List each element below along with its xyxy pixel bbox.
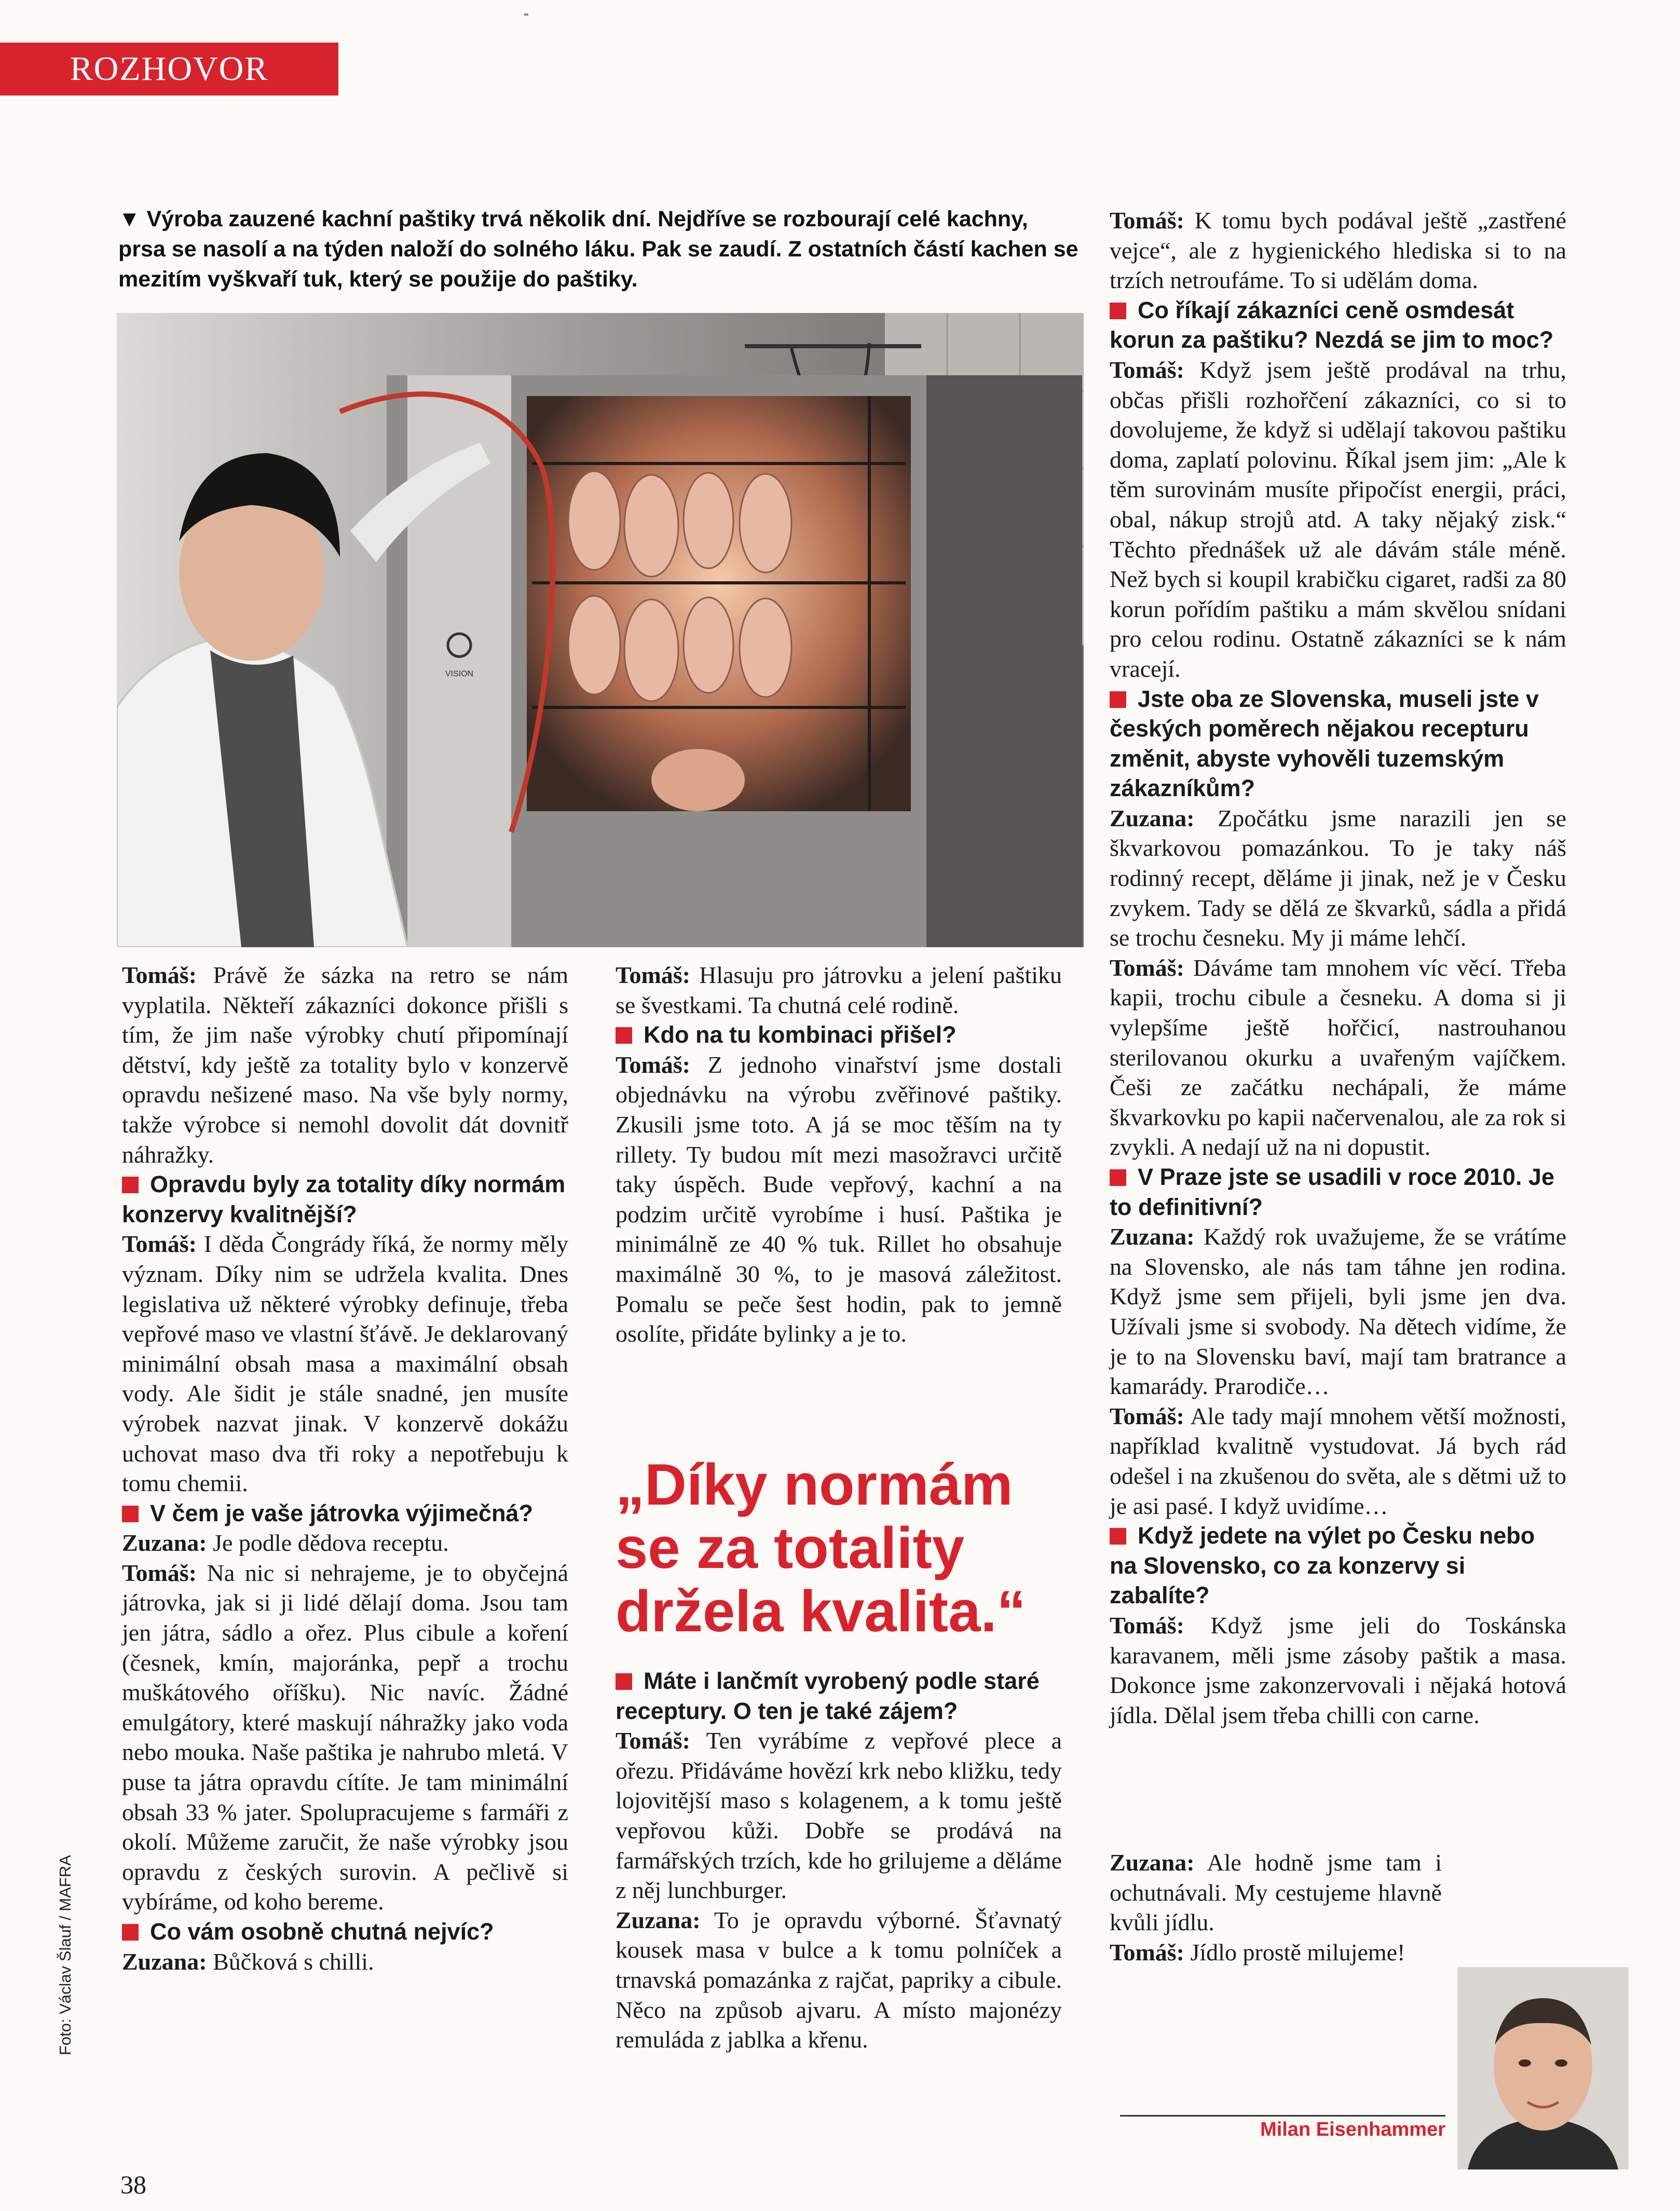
question-marker (1110, 1528, 1126, 1545)
question: V čem je vaše játrovka výjimečná? (122, 1498, 568, 1528)
answer-text: K tomu bych podával ještě „zastřené vejce“, ale z hygienického hlediska si to na trzích netroufáme. To si udělám doma. (1110, 207, 1566, 294)
page-number: 38 (120, 2170, 146, 2199)
answer-text: Zpočátku jsme narazili jen se škvarkovou pomazánkou. To je taky náš rodinný recept, děláme ji jinak, než je v Česku zvykem. Tady se dělá ze škvarků, sádla a přidá se trochu česneku. My ji máme lehčí. (1110, 804, 1566, 951)
question: Jste oba ze Slovenska, museli jste v českých poměrech nějakou recepturu změnit, abyste vyhověli tuzemským zákazníkům? (1110, 685, 1539, 802)
column-3 (1110, 206, 1566, 1730)
question-marker (122, 1506, 139, 1522)
question: Co říkají zákazníci ceně osmdesát korun za paštiku? Nezdá se jim to moc? (1110, 296, 1554, 353)
question-marker (1110, 1169, 1126, 1186)
answer-text: Ale tady mají mnohem větší možnosti, například kvalitně vystudovat. Já bych rád odešel i na zkušenou do světa, ale s dětmi už to je asi pasé. I když uvidíme… (1110, 1402, 1566, 1519)
answer-text: Z jednoho vinařství jsme dostali objednávku na výrobu zvěřinové paštiky. Zkusili jsme toto. A já se moc těším na ty rillety. Ty budou mít mezi masožravci určitě taky úspěch. Bude vepřový, kachní a na podzim určitě vyrobíme i husí. Paštika je minimálně ze 40 % tuk. Rillet ho obsahuje maximálně 30 %, to je masová záležitost. Pomalu se peče šest hodin, pak to jemně osolíte, přidáte bylinky a je to. (616, 1051, 1062, 1347)
section-label: ROZHOVOR (0, 43, 338, 95)
author-portrait (1457, 1967, 1629, 2169)
speaker-label: Tomáš: (1110, 207, 1184, 234)
question: Co vám osobně chutná nejvíc? (122, 1917, 568, 1947)
speaker-label: Tomáš: (616, 962, 690, 988)
question-marker (616, 1027, 632, 1044)
question-marker (122, 1924, 139, 1941)
question: Máte i lančmít vyrobený podle staré receptury. O ten je také zájem? (616, 1668, 1040, 1724)
answer-text: Je podle dědova receptu. (213, 1530, 449, 1557)
answer-text: Hlasuju pro játrovku a jelení paštiku se švestkami. Ta chutná celé rodině. (616, 962, 1062, 1018)
main-photo (117, 313, 1084, 947)
speaker-label: Tomáš: (616, 1727, 690, 1754)
answer-text: Ale hodně jsme tam i ochutnávali. My cestujeme hlavně kvůli jídlu. (1110, 1849, 1442, 1936)
author-rule (1120, 2115, 1445, 2117)
speaker-label: Tomáš: (616, 1051, 690, 1078)
answer-text: Ten vyrábíme z vepřové plece a ořezu. Přidáváme hovězí krk nebo kližku, tedy lojovitější maso s kolagenem, a k tomu ještě vepřovou kůži. Dobře se prodává na farmářských trzích, kde ho grilujeme a děláme z něj lunchburger. (616, 1727, 1062, 1904)
answer-text: Dáváme tam mnohem víc věcí. Třeba kapii, trochu cibule a česneku. A doma si ji vylepšíme ještě hořčicí, nastrouhanou sterilovanou okurku a uvařeným vajíčkem. Češi ze začátku nechápali, že máme škvarkovku po kapii načervenalou, ale za rok si zvykli. A nedají už na ni dopustit. (1110, 954, 1567, 1161)
answer-text: Právě že sázka na retro se nám vyplatila. Někteří zákazníci dokonce přišli s tím, že jim naše výrobky chutí připomínají dětství, kdy ještě za totality bylo v konzervě opravdu nešizené maso. Na vše byly normy, takže výrobce si nemohl dovolit dát dovnitř náhražky. (122, 962, 568, 1168)
answer-text: Každý rok uvažujeme, že se vrátíme na Slovensko, ale nás tam táhne jen rodina. Když jsme sem přijeli, byli jsme jen dva. Užívali jsme si svobody. Na dětech vidíme, že je to na Slovensku baví, mají tam bratrance a kamarády. Prarodiče… (1110, 1223, 1567, 1400)
question: Když jedete na výlet po Česku nebo na Slovensko, co za konzervy si zabalíte? (1110, 1522, 1535, 1609)
question: Kdo na tu kombinaci přišel? (616, 1020, 1062, 1050)
speaker-label: Tomáš: (1110, 1612, 1184, 1639)
speaker-label: Zuzana: (1110, 804, 1195, 831)
speaker-label: Zuzana: (1110, 1849, 1195, 1876)
column-3-tail (1110, 1848, 1442, 1967)
question-marker (1110, 691, 1126, 708)
speaker-label: Zuzana: (1110, 1223, 1195, 1250)
oven-side (926, 375, 1082, 947)
answer-text: Na nic si nehrajeme, je to obyčejná játrovka, jak si ji lidé dělají doma. Jsou tam jen játra, sádlo a ořez. Plus cibule a koření (česnek, kmín, majoránka, pepř a trochu muškátového oříšku). Nic navíc. Žádné emulgátory, které maskují náhražky jako voda nebo mouka. Naše paštika je nahrubo mletá. V puse ta játra opravdu cítíte. Je tam minimální obsah 33 % jater. Spolupracujeme s farmáři z okolí. Můžeme zaručit, že naše výrobky jsou opravdu z českých surovin. A pečlivě si vybíráme, od koho bereme. (122, 1559, 569, 1915)
column-1 (122, 960, 568, 1976)
speaker-label: Tomáš: (1110, 356, 1184, 383)
answer-text: Bůčková s chilli. (213, 1948, 374, 1975)
answer-text: Když jsem ještě prodával na trhu, občas přišli rozhořčení zákazníci, co si to dovolujeme, že když si udělají takovou paštiku doma, zaplatí polovinu. Říkal jsem jim: „Ale k těm surovinám musíte připočíst energii, práci, obal, nákup strojů atd. A taky nějaký zisk.“ Těchto přednášek už ale dávám stále méně. Než bych si koupil krabičku cigaret, radši za 80 korun pořídím paštiku a mám skvělou snídani pro celou rodinu. Ostatně zákazníci se k nám vracejí. (1110, 356, 1567, 682)
speaker-label: Tomáš: (122, 962, 197, 988)
question-marker (616, 1673, 632, 1690)
print-speck (524, 13, 528, 16)
answer-text: To je opravdu výborné. Šťavnatý kousek masa v bulce a k tomu polníček a trnavská pomazánka z rajčat, papriky a cibule. Něco na způsob ajvaru. A místo majonézy remuláda z jablka a křenu. (616, 1906, 1062, 2053)
speaker-label: Tomáš: (1110, 954, 1184, 981)
author-name: Milan Eisenhammer (1260, 2119, 1445, 2140)
speaker-label: Zuzana: (616, 1906, 701, 1933)
question: V Praze jste se usadili v roce 2010. Je to definitivní? (1110, 1164, 1554, 1220)
speaker-label: Tomáš: (122, 1231, 197, 1258)
answer-text: Když jsme jeli do Toskánska karavanem, měli jsme zásoby paštik a masa. Dokonce jsme zakonzervovali i nějaká hotová jídla. Dělal jsem třeba chilli con carne. (1110, 1612, 1566, 1728)
question-marker (1110, 303, 1126, 319)
question-marker (122, 1177, 139, 1193)
hand (651, 749, 745, 811)
photo-caption: ▼ Výroba zauzené kachní paštiky trvá několik dní. Nejdříve se rozbourají celé kachny, prsa se nasolí a na týden naloží do solného láku. Pak se zaudí. Z ostatních částí kachen se mezitím vyškvaří tuk, který se použije do paštiky. (118, 207, 1078, 292)
answer-text: I děda Čongrády říká, že normy měly význam. Díky nim se udržela kvalita. Dnes legislativa už některé výrobky definuje, třeba vepřové maso ve vlastní šťávě. Je deklarovaný minimální obsah masa a maximální obsah vody. Ale šidit je stále snadné, jen musíte výrobek nazvat jinak. V konzervě dokážu uchovat maso dva tři roky a nepotřebuju k tomu chemii. (122, 1231, 569, 1497)
utensil-rail (745, 344, 921, 348)
column-2-lower (616, 1666, 1062, 2055)
speaker-label: Zuzana: (122, 1948, 207, 1975)
answer-text: Jídlo prostě milujeme! (1190, 1939, 1405, 1966)
pull-quote: „Díky normám se za totality držela kvalita.“ (616, 1452, 1026, 1644)
speaker-label: Zuzana: (122, 1530, 207, 1557)
oven-label: VISION (445, 670, 474, 678)
speaker-label: Tomáš: (122, 1559, 197, 1586)
question: Opravdu byly za totality díky normám konzervy kvalitnější? (122, 1171, 566, 1227)
photo-credit: Foto: Václav Šlauf / MAFRA (56, 1855, 74, 2055)
speaker-label: Tomáš: (1110, 1402, 1184, 1429)
column-2 (616, 960, 1062, 1349)
speaker-label: Tomáš: (1110, 1939, 1184, 1966)
